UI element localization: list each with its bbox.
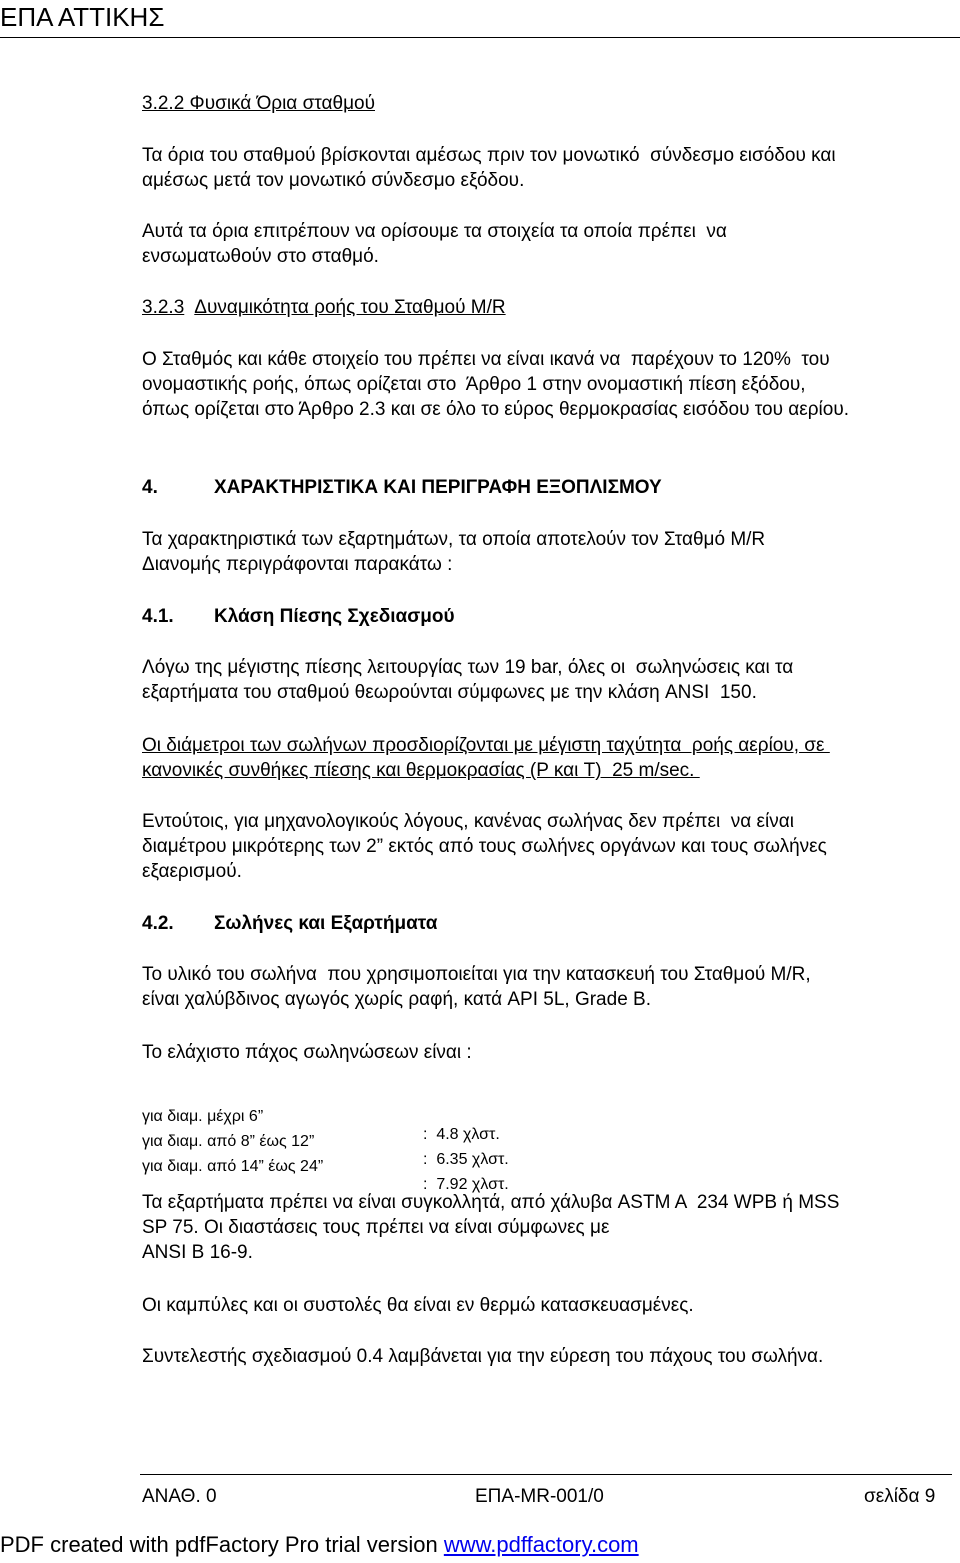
paragraph <box>142 962 952 1012</box>
header-divider <box>0 37 960 38</box>
text-line: Ο Σταθμός και κάθε στοιχείο του πρέπει να είναι ικανά να παρέχουν το 120% του <box>142 349 830 370</box>
text-line: Τα χαρακτηριστικά των εξαρτημάτων, τα οποία αποτελούν τον Σταθμό M/R <box>142 529 766 550</box>
diameter-label: για διαμ. από 8” έως 12” <box>142 1133 315 1150</box>
thickness-table <box>0 1090 960 1193</box>
paragraph <box>142 1344 952 1369</box>
paragraph <box>142 527 952 577</box>
footer-revision: ΑΝΑΘ. 0 <box>142 1486 217 1507</box>
text-line: Οι διάμετροι των σωλήνων προσδιορίζονται με μέγιστη ταχύτητα ροής αερίου, σε <box>142 735 830 756</box>
footer-doc-code: ΕΠΑ-MR-001/0 <box>475 1486 604 1507</box>
section-title: Κλάση Πίεσης Σχεδιασμού <box>214 606 455 627</box>
text-line: Το ελάχιστο πάχος σωληνώσεων είναι : <box>142 1042 472 1063</box>
text-line: Οι καμπύλες και οι συστολές θα είναι εν θερμώ κατασκευασμένες. <box>142 1295 694 1316</box>
text-line: Διανομής περιγράφονται παρακάτω : <box>142 554 453 575</box>
paragraph <box>142 143 952 193</box>
diameter-label: για διαμ. μέχρι 6” <box>142 1108 264 1125</box>
section-4-2-heading <box>142 911 952 936</box>
section-3-2-2 <box>142 91 952 116</box>
diameter-label: για διαμ. από 14” έως 24” <box>142 1158 324 1175</box>
text-line: Αυτά τα όρια επιτρέπουν να ορίσουμε τα στοιχεία τα οποία πρέπει να <box>142 221 727 242</box>
section-number: 4.1. <box>142 606 174 627</box>
footer-divider <box>140 1474 952 1475</box>
paragraph <box>142 347 952 422</box>
text-line: εξαερισμού. <box>142 861 242 882</box>
section-4-1-heading <box>142 604 952 629</box>
text-line: διαμέτρου μικρότερης των 2” εκτός από τους σωλήνες οργάνων και τους σωλήνες <box>142 836 827 857</box>
text-line: όπως ορίζεται στο Άρθρο 2.3 και σε όλο το εύρος θερμοκρασίας εισόδου του αερίου. <box>142 399 849 420</box>
section-title: Δυναμικότητα ροής του Σταθμού M/R <box>194 297 506 318</box>
section-number: 3.2.3 <box>142 297 185 318</box>
section-4-heading <box>142 475 952 500</box>
section-3-2-3-heading <box>142 295 952 320</box>
pdf-banner-text: PDF created with pdfFactory Pro trial version <box>0 1532 444 1557</box>
section-title: ΧΑΡΑΚΤΗΡΙΣΤΙΚΑ ΚΑΙ ΠΕΡΙΓΡΑΦΗ ΕΞΟΠΛΙΣΜΟΥ <box>214 477 662 498</box>
paragraph <box>142 809 952 884</box>
thickness-value: : 4.8 χλστ. <box>423 1126 500 1143</box>
text-line: ενσωματωθούν στο σταθμό. <box>142 246 379 267</box>
pdf-trial-banner <box>0 1530 639 1560</box>
section-heading: 3.2.2 Φυσικά Όρια σταθμού <box>142 93 375 114</box>
text-line: ANSI B 16-9. <box>142 1242 253 1263</box>
document-header-title: ΕΠΑ ΑΤΤΙΚΗΣ <box>0 2 165 32</box>
text-line: κανονικές συνθήκες πίεσης και θερμοκρασίας (P και T) 25 m/sec. <box>142 760 700 781</box>
paragraph <box>142 1190 952 1265</box>
section-number: 4.2. <box>142 913 174 934</box>
paragraph <box>142 1040 952 1065</box>
text-line: Τα όρια του σταθμού βρίσκονται αμέσως πριν τον μονωτικό σύνδεσμο εισόδου και <box>142 145 836 166</box>
thickness-value: : 6.35 χλστ. <box>423 1151 509 1168</box>
text-line: αμέσως μετά τον μονωτικό σύνδεσμο εξόδου. <box>142 170 525 191</box>
pdffactory-link[interactable]: www.pdffactory.com <box>443 1532 639 1557</box>
text-line: Εντούτοις, για μηχανολογικούς λόγους, κανένας σωλήνας δεν πρέπει να είναι <box>142 811 794 832</box>
text-line: Το υλικό του σωλήνα που χρησιμοποιείται για την κατασκευή του Σταθμού M/R, <box>142 964 811 985</box>
section-heading <box>142 295 952 320</box>
text-line: Συντελεστής σχεδιασμού 0.4 λαμβάνεται για την εύρεση του πάχους του σωλήνα. <box>142 1346 824 1367</box>
text-line: Τα εξαρτήματα πρέπει να είναι συγκολλητά, από χάλυβα ASTM A 234 WPB ή MSS <box>142 1192 840 1213</box>
paragraph <box>142 219 952 269</box>
text-line: Λόγω της μέγιστης πίεσης λειτουργίας των 19 bar, όλες οι σωληνώσεις και τα <box>142 657 794 678</box>
text-line: ονομαστικής ροής, όπως ορίζεται στο Άρθρο 1 στην ονομαστική πίεση εξόδου, <box>142 374 806 395</box>
text-line: SP 75. Οι διαστάσεις τους πρέπει να είναι σύμφωνες με <box>142 1217 610 1238</box>
paragraph <box>142 655 952 705</box>
paragraph <box>142 1293 952 1318</box>
section-title: Σωλήνες και Εξαρτήματα <box>214 913 438 934</box>
text-line: είναι χαλύβδινος αγωγός χωρίς ραφή, κατά API 5L, Grade B. <box>142 989 651 1010</box>
thickness-value: : 7.92 χλστ. <box>423 1176 509 1193</box>
text-line: εξαρτήματα του σταθμού θεωρούνται σύμφωνες με την κλάση ANSI 150. <box>142 682 757 703</box>
footer-page-number: σελίδα 9 <box>864 1486 936 1507</box>
section-number: 4. <box>142 477 158 498</box>
underlined-paragraph <box>142 733 952 783</box>
